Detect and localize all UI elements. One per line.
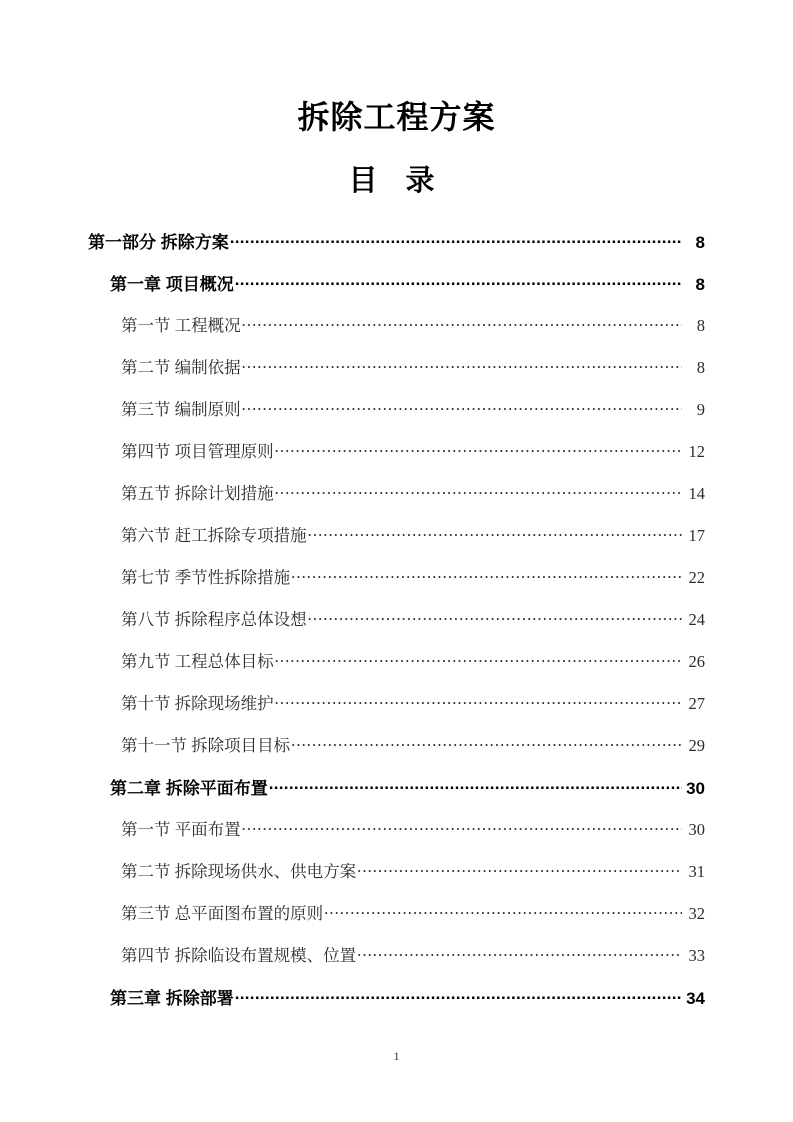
toc-dot-leader [242, 819, 682, 835]
toc-dot-leader [230, 232, 682, 248]
toc-entry-label: 第一节 平面布置 [121, 820, 241, 839]
toc-entry-page-number: 17 [688, 526, 705, 545]
toc-entry[interactable] [0, 312, 793, 354]
toc-entry[interactable] [0, 564, 793, 606]
toc-entry-page-number: 14 [688, 484, 705, 503]
table-of-contents [0, 228, 793, 1026]
toc-dot-leader [242, 399, 682, 415]
toc-dot-leader [308, 609, 682, 625]
toc-entry-page-number: 29 [688, 736, 705, 755]
toc-entry-page-number: 31 [688, 862, 705, 881]
toc-entry-label: 第二章 拆除平面布置 [110, 779, 268, 798]
toc-entry-label: 第四节 拆除临设布置规模、位置 [121, 946, 357, 965]
toc-entry-page-number: 33 [688, 946, 705, 965]
toc-dot-leader [242, 357, 682, 373]
toc-entry[interactable] [0, 648, 793, 690]
toc-entry[interactable] [0, 858, 793, 900]
toc-entry-label: 第三章 拆除部署 [110, 989, 234, 1008]
toc-dot-leader [324, 903, 682, 919]
toc-entry-page-number: 22 [688, 568, 705, 587]
toc-entry-page-number: 27 [688, 694, 705, 713]
toc-dot-leader [291, 735, 682, 751]
toc-entry-page-number: 26 [688, 652, 705, 671]
document-title: 拆除工程方案 [297, 99, 496, 135]
toc-entry-page-number: 30 [686, 779, 705, 798]
toc-entry[interactable] [0, 228, 793, 270]
toc-entry-label: 第二节 编制依据 [121, 358, 241, 377]
toc-dot-leader [235, 274, 682, 290]
toc-entry[interactable] [0, 354, 793, 396]
toc-entry-label: 第一节 工程概况 [121, 316, 241, 335]
toc-dot-leader [269, 778, 682, 794]
toc-entry[interactable] [0, 732, 793, 774]
toc-dot-leader [275, 651, 682, 667]
toc-entry[interactable] [0, 396, 793, 438]
toc-entry-page-number: 8 [695, 233, 705, 252]
toc-dot-leader [235, 988, 682, 1004]
toc-entry-label: 第一部分 拆除方案 [88, 233, 229, 252]
toc-entry-label: 第三节 总平面图布置的原则 [121, 904, 324, 923]
toc-entry[interactable] [0, 816, 793, 858]
toc-entry-page-number: 8 [696, 316, 705, 335]
toc-dot-leader [357, 945, 682, 961]
toc-entry-label: 第二节 拆除现场供水、供电方案 [121, 862, 357, 881]
toc-dot-leader [242, 315, 682, 331]
toc-dot-leader [275, 441, 682, 457]
toc-entry-page-number: 12 [688, 442, 705, 461]
toc-entry[interactable] [0, 984, 793, 1026]
toc-dot-leader [308, 525, 682, 541]
toc-entry-page-number: 9 [696, 400, 705, 419]
toc-entry[interactable] [0, 690, 793, 732]
toc-dot-leader [275, 693, 682, 709]
toc-entry[interactable] [0, 270, 793, 312]
toc-entry[interactable] [0, 438, 793, 480]
toc-entry-label: 第十节 拆除现场维护 [121, 694, 274, 713]
toc-entry[interactable] [0, 942, 793, 984]
toc-entry-label: 第五节 拆除计划措施 [121, 484, 274, 503]
page-number-footer: 1 [393, 1049, 400, 1063]
toc-entry-page-number: 24 [688, 610, 705, 629]
toc-entry-page-number: 32 [688, 904, 705, 923]
toc-entry-label: 第四节 项目管理原则 [121, 442, 274, 461]
toc-dot-leader [357, 861, 682, 877]
toc-entry-page-number: 34 [686, 989, 705, 1008]
toc-entry-label: 第九节 工程总体目标 [121, 652, 274, 671]
toc-entry-label: 第一章 项目概况 [110, 275, 234, 294]
toc-entry[interactable] [0, 480, 793, 522]
toc-heading: 目 录 [348, 165, 445, 197]
toc-entry-page-number: 8 [695, 275, 705, 294]
toc-entry-label: 第三节 编制原则 [121, 400, 241, 419]
toc-entry[interactable] [0, 606, 793, 648]
toc-entry[interactable] [0, 774, 793, 816]
toc-entry-label: 第八节 拆除程序总体设想 [121, 610, 307, 629]
toc-entry[interactable] [0, 522, 793, 564]
toc-dot-leader [291, 567, 682, 583]
toc-entry-label: 第六节 赶工拆除专项措施 [121, 526, 307, 545]
toc-entry-page-number: 30 [688, 820, 705, 839]
toc-entry-label: 第七节 季节性拆除措施 [121, 568, 291, 587]
toc-entry-page-number: 8 [696, 358, 705, 377]
toc-entry-label: 第十一节 拆除项目目标 [121, 736, 291, 755]
toc-dot-leader [275, 483, 682, 499]
toc-entry[interactable] [0, 900, 793, 942]
